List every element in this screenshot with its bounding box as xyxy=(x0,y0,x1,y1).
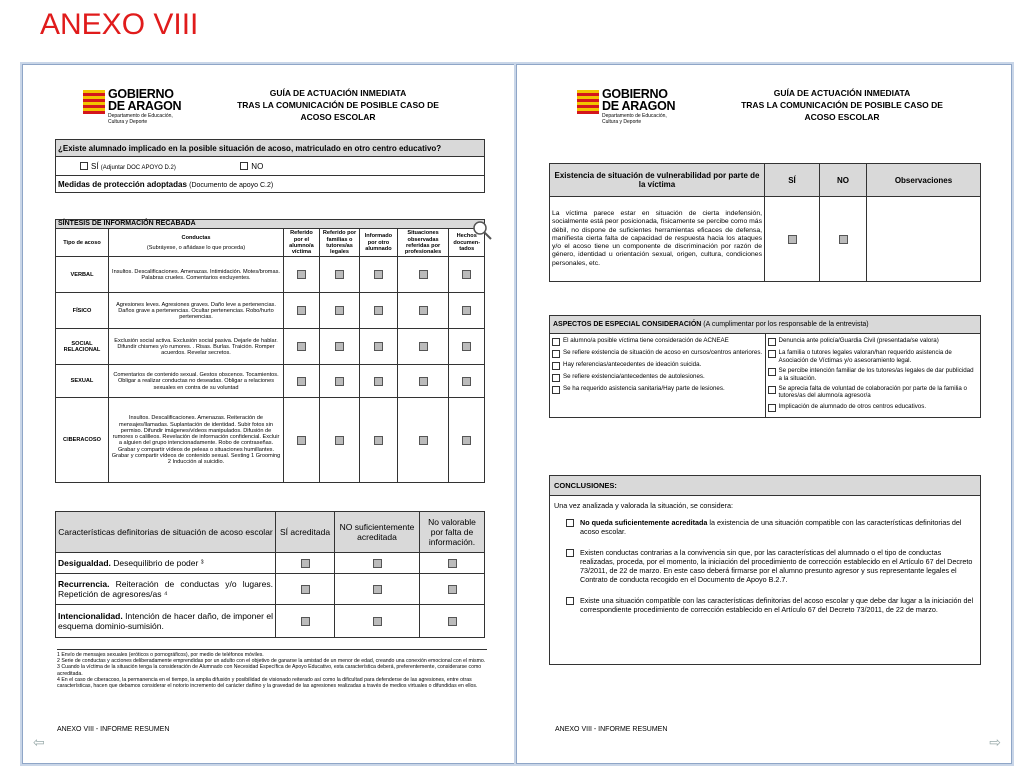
sintesis-checkbox[interactable] xyxy=(419,377,428,386)
concl-option-text: Existe una situación compatible con las características definitorias del acoso escolar y que debe dar lugar a la iniciación del correspondiente procedimiento de corrección establecido en el Artículo 67 del Decreto 73/2011, de 22 de marzo. xyxy=(580,596,974,614)
asp-note: (A cumplimentar por los responsable de la entrevista) xyxy=(703,321,869,328)
sintesis-body xyxy=(56,257,485,483)
sintesis-title: SÍNTESIS DE INFORMACIÓN RECABADA xyxy=(56,220,485,229)
aspectos-table xyxy=(549,315,981,418)
slide-title: ANEXO VIII xyxy=(40,8,199,41)
sintesis-check-cell xyxy=(319,293,359,329)
car-text-body: Reiteración de conductas y/o lugares. Repetición de agresores/as ⁴ xyxy=(58,579,273,599)
car-col-no: NO suficientemente acreditada xyxy=(335,512,420,553)
sintesis-checkbox[interactable] xyxy=(419,342,428,351)
car-checkbox[interactable] xyxy=(448,559,457,568)
sintesis-checkbox[interactable] xyxy=(297,377,306,386)
document-page-left xyxy=(22,64,515,764)
car-col-si: SÍ acreditada xyxy=(276,512,335,553)
car-checkbox[interactable] xyxy=(373,617,382,626)
vul-si-checkbox[interactable] xyxy=(788,235,797,244)
car-checkbox[interactable] xyxy=(373,585,382,594)
asp-item-text: Implicación de alumnado de otros centros educativos. xyxy=(778,402,927,410)
sintesis-checkbox[interactable] xyxy=(374,377,383,386)
sintesis-check-cell xyxy=(284,365,320,398)
aragon-flag-icon xyxy=(577,90,599,114)
sintesis-conductas: Comentarios de contenido sexual. Gestos obscenos. Tocamientos. Obligar a realizar conductas no deseadas. Obligar a relaciones sexuales en contra de su voluntad xyxy=(109,365,284,398)
car-check-cell xyxy=(335,574,420,605)
concl-option-bold: No queda suficientemente acreditada xyxy=(580,518,708,527)
car-checkbox[interactable] xyxy=(448,617,457,626)
sintesis-checkbox[interactable] xyxy=(297,270,306,279)
sintesis-check-cell xyxy=(397,293,449,329)
asp-item xyxy=(768,367,979,382)
sintesis-checkbox[interactable] xyxy=(335,306,344,315)
sintesis-row xyxy=(56,329,485,365)
car-body xyxy=(56,553,485,638)
sintesis-check-cell xyxy=(397,398,449,483)
sintesis-checkbox[interactable] xyxy=(462,342,471,351)
page-footer: ANEXO VIII - INFORME RESUMEN xyxy=(57,726,170,733)
sintesis-tipo: VERBAL xyxy=(56,257,109,293)
no-checkbox[interactable] xyxy=(240,162,248,170)
asp-item xyxy=(552,349,763,358)
asp-item xyxy=(768,349,979,364)
arrow-left-icon[interactable]: ⇦ xyxy=(33,734,45,750)
sintesis-check-cell xyxy=(319,329,359,365)
sintesis-row xyxy=(56,293,485,329)
col-conductas-sub: (Subráyese, o añádase lo que proceda) xyxy=(146,244,246,251)
page-footer: ANEXO VIII - INFORME RESUMEN xyxy=(555,726,668,733)
car-checkbox[interactable] xyxy=(373,559,382,568)
sintesis-check-cell xyxy=(319,257,359,293)
logo-line1: GOBIERNO xyxy=(602,87,668,101)
guia-title xyxy=(732,87,952,123)
vul-no-cell xyxy=(820,197,867,282)
sintesis-checkbox[interactable] xyxy=(374,342,383,351)
sintesis-row xyxy=(56,398,485,483)
col-profesionales: Situaciones observadas referidas por profesionales xyxy=(397,229,449,257)
medidas-label: Medidas de protección adoptadas xyxy=(58,179,187,189)
car-text xyxy=(56,605,276,638)
car-text-bold: Intencionalidad. xyxy=(58,611,123,621)
car-check-cell xyxy=(276,574,335,605)
asp-item xyxy=(552,385,763,394)
footnotes xyxy=(57,649,487,689)
sintesis-checkbox[interactable] xyxy=(374,270,383,279)
sintesis-checkbox[interactable] xyxy=(419,270,428,279)
document-page-right xyxy=(516,64,1012,764)
concl-checkbox[interactable] xyxy=(566,519,574,527)
sintesis-check-cell xyxy=(360,329,398,365)
asp-checkbox[interactable] xyxy=(768,338,776,346)
vulnerabilidad-table xyxy=(549,163,981,282)
footnote: 2 Serie de conductas y acciones deliberadamente emprendidas por un adulto con el objetivo de ganarse la amistad de un menor de edad, creando una conexión emocional con el mismo. xyxy=(57,658,486,665)
col-conductas-label: Conductas xyxy=(181,234,211,241)
col-tipo: Tipo de acoso xyxy=(56,229,109,257)
vul-col-no: NO xyxy=(820,164,867,197)
vul-obs-cell[interactable] xyxy=(867,197,981,282)
sintesis-check-cell xyxy=(449,329,485,365)
sintesis-check-cell xyxy=(284,293,320,329)
sintesis-checkbox[interactable] xyxy=(374,306,383,315)
asp-item-text: Se refiere existencia/antecedentes de autolesiones. xyxy=(563,373,705,381)
page-header xyxy=(517,83,1011,133)
sintesis-row xyxy=(56,365,485,398)
logo-line1: GOBIERNO xyxy=(108,87,174,101)
sintesis-conductas: Insultos. Descalificaciones. Amenazas. Intimidación. Motes/bromas. Palabras crueles. Comentarios excluyentes. xyxy=(109,257,284,293)
car-checkbox[interactable] xyxy=(301,585,310,594)
sintesis-checkbox[interactable] xyxy=(462,306,471,315)
car-text-bold: Recurrencia. xyxy=(58,579,110,589)
no-label: NO xyxy=(251,161,264,171)
car-check-cell xyxy=(276,553,335,574)
logo-subtitle: Departamento de Educación, Cultura y Deporte xyxy=(108,113,173,125)
asp-item-text: Denuncia ante policía/Guardia Civil (presentada/se valora) xyxy=(778,337,939,345)
sintesis-check-cell xyxy=(319,398,359,483)
car-checkbox[interactable] xyxy=(301,617,310,626)
car-text-bold: Desigualdad. xyxy=(58,558,111,568)
sintesis-check-cell xyxy=(284,257,320,293)
sintesis-check-cell xyxy=(449,398,485,483)
sintesis-check-cell xyxy=(449,293,485,329)
sintesis-conductas: Agresiones leves. Agresiones graves. Daño leve a pertenencias. Daños grave a pertenencias. Ocultar pertenencias. Robo/hurto pertenencias. xyxy=(109,293,284,329)
asp-checkbox[interactable] xyxy=(768,404,776,412)
asp-item-text: Se refiere existencia de situación de acoso en cursos/centros anteriores. xyxy=(563,349,763,357)
sintesis-tipo: FÍSICO xyxy=(56,293,109,329)
vul-col-si: SÍ xyxy=(765,164,820,197)
car-check-cell xyxy=(335,605,420,638)
sintesis-tipo: SEXUAL xyxy=(56,365,109,398)
sintesis-checkbox[interactable] xyxy=(462,436,471,445)
asp-header xyxy=(550,316,981,334)
logo-subtitle: Departamento de Educación, Cultura y Deporte xyxy=(602,113,667,125)
vul-title: Existencia de situación de vulnerabilidad por parte de la víctima xyxy=(550,164,765,197)
car-row xyxy=(56,553,485,574)
concl-checkbox[interactable] xyxy=(566,549,574,557)
sintesis-checkbox[interactable] xyxy=(297,306,306,315)
car-check-cell xyxy=(420,605,485,638)
concl-option xyxy=(550,515,980,539)
logo-line2: DE ARAGON xyxy=(602,99,676,113)
asp-checkbox[interactable] xyxy=(552,338,560,346)
concl-intro: Una vez analizada y valorada la situación, se considera: xyxy=(554,501,733,510)
asp-checkbox[interactable] xyxy=(768,368,776,376)
asp-item-text: Hay referencias/antecedentes de ideación suicida. xyxy=(563,361,702,369)
sintesis-checkbox[interactable] xyxy=(374,436,383,445)
sintesis-check-cell xyxy=(397,257,449,293)
car-title: Características definitorias de situación de acoso escolar xyxy=(56,512,276,553)
footnote: 1 Envío de mensajes sexuales (eróticos o pornográficos), por medio de teléfonos móviles. xyxy=(57,652,264,658)
sintesis-checkbox[interactable] xyxy=(419,306,428,315)
medidas-row xyxy=(56,176,485,193)
asp-checkbox[interactable] xyxy=(552,362,560,370)
guia-title xyxy=(228,87,448,123)
guia-title-line: ACOSO ESCOLAR xyxy=(804,112,880,122)
col-conductas xyxy=(109,229,284,257)
si-checkbox[interactable] xyxy=(80,162,88,170)
guia-title-line: GUÍA DE ACTUACIÓN INMEDIATA xyxy=(269,88,407,98)
car-row xyxy=(56,574,485,605)
car-check-cell xyxy=(420,574,485,605)
sintesis-check-cell xyxy=(284,329,320,365)
vul-text: La víctima parece estar en situación de cierta indefensión, socialmente está peor posicionada, físicamente se percibe como más débil, no dispone de suficientes herramientas eficaces de defensa, manifiesta cierta falta de capacidad de respuesta hacia los ataques y/o el acoso tiene un componente de discriminación por razón de género, identidad u orientación sexual, origen, cultura, condiciones personales, etc. xyxy=(550,197,765,282)
col-victima: Referido por el alumno/a víctima xyxy=(284,229,320,257)
car-text-body: Intención de hacer daño, de imponer el esquema dominio-sumisión. xyxy=(58,611,273,631)
sintesis-check-cell xyxy=(360,398,398,483)
magnifier-icon[interactable] xyxy=(472,220,492,240)
asp-item-text: Se ha requerido asistencia sanitaria/Hay parte de lesiones. xyxy=(563,385,725,393)
asp-item xyxy=(768,385,979,400)
sintesis-row xyxy=(56,257,485,293)
sintesis-checkbox[interactable] xyxy=(462,377,471,386)
car-text-body: Desequilibrio de poder ³ xyxy=(113,558,204,568)
sintesis-check-cell xyxy=(360,365,398,398)
guia-title-line: ACOSO ESCOLAR xyxy=(300,112,376,122)
asp-checkbox[interactable] xyxy=(552,386,560,394)
sintesis-check-cell xyxy=(449,365,485,398)
si-note: (Adjuntar DOC APOYO D.2) xyxy=(100,164,176,171)
concl-option xyxy=(550,545,980,587)
logo-line2: DE ARAGON xyxy=(108,99,182,113)
aragon-flag-icon xyxy=(83,90,105,114)
otro-centro-question: ¿Existe alumnado implicado en la posible situación de acoso, matriculado en otro centro educativo? xyxy=(56,140,485,157)
sintesis-checkbox[interactable] xyxy=(335,436,344,445)
si-label: SÍ xyxy=(91,161,99,171)
medidas-note: (Documento de apoyo C.2) xyxy=(189,181,274,189)
car-col-nv: No valorable por falta de información. xyxy=(420,512,485,553)
asp-item-text: El alumno/a posible víctima tiene consideración de ACNEAE xyxy=(563,337,729,345)
sintesis-checkbox[interactable] xyxy=(297,436,306,445)
col-alumnado: Informado por otro alumnado xyxy=(360,229,398,257)
sintesis-check-cell xyxy=(319,365,359,398)
col-familias: Referido por familias o tutores/as legales xyxy=(319,229,359,257)
asp-item xyxy=(552,361,763,370)
otro-centro-table xyxy=(55,139,485,193)
sintesis-check-cell xyxy=(360,293,398,329)
gobierno-aragon-logo xyxy=(577,86,687,126)
asp-right-col xyxy=(765,334,981,417)
sintesis-checkbox[interactable] xyxy=(419,436,428,445)
sintesis-check-cell xyxy=(360,257,398,293)
vul-no-checkbox[interactable] xyxy=(839,235,848,244)
car-checkbox[interactable] xyxy=(448,585,457,594)
sintesis-checkbox[interactable] xyxy=(335,342,344,351)
concl-options xyxy=(550,515,980,617)
asp-item xyxy=(552,373,763,382)
asp-item-text: Se percibe intención familiar de los tutores/as legales de dar publicidad a la situación. xyxy=(778,367,974,382)
car-checkbox[interactable] xyxy=(301,559,310,568)
col-documentados: Hechos documen-tados xyxy=(449,229,485,257)
asp-item-text: La familia o tutores legales valoran/han requerido asistencia de Asociación de Víctimas y/o asesoramiento legal. xyxy=(778,349,952,364)
sintesis-conductas: Exclusión social activa. Exclusión social pasiva. Dejarle de hablar. Difundir chismes y/o rumores. . Risas. Burlas. Traición. Romper acuerdos. Revelar secretos. xyxy=(109,329,284,365)
conclusiones-box xyxy=(549,475,981,665)
sintesis-checkbox[interactable] xyxy=(462,270,471,279)
asp-checkbox[interactable] xyxy=(552,374,560,382)
vul-col-obs: Observaciones xyxy=(867,164,981,197)
sintesis-tipo: CIBERACOSO xyxy=(56,398,109,483)
car-row xyxy=(56,605,485,638)
asp-left-col xyxy=(550,334,766,417)
sintesis-check-cell xyxy=(397,329,449,365)
sintesis-table xyxy=(55,219,485,483)
concl-title: CONCLUSIONES: xyxy=(550,476,980,496)
asp-checkbox[interactable] xyxy=(768,386,776,394)
guia-title-line: TRAS LA COMUNICACIÓN DE POSIBLE CASO DE xyxy=(741,100,943,110)
sintesis-checkbox[interactable] xyxy=(297,342,306,351)
footnote: 4 En el caso de ciberacoso, la permanencia en el tiempo, la amplia difusión y posibilidad de visionado reiterado así como la dificultad para defenderse de las agresiones, entre otras características, hacen que debamos considerar el notorio incremento del carácter dañino y la gravedad de las agresiones realizadas a través de medios virtuales o difundidas en ellos. xyxy=(57,676,478,690)
vul-si-cell xyxy=(765,197,820,282)
asp-checkbox[interactable] xyxy=(552,350,560,358)
car-text xyxy=(56,574,276,605)
sintesis-checkbox[interactable] xyxy=(335,270,344,279)
guia-title-line: GUÍA DE ACTUACIÓN INMEDIATA xyxy=(773,88,911,98)
footnote: 3 Cuando la víctima de la situación tenga la consideración de Alumnado con Necesidad Específica de Apoyo Educativo, esta característica deberá, preferentemente, considerarse como acreditada. xyxy=(57,664,482,677)
asp-item xyxy=(552,337,763,346)
sintesis-check-cell xyxy=(397,365,449,398)
guia-title-line: TRAS LA COMUNICACIÓN DE POSIBLE CASO DE xyxy=(237,100,439,110)
car-check-cell xyxy=(276,605,335,638)
caracteristicas-table xyxy=(55,511,485,638)
sintesis-tipo: SOCIAL RELACIONAL xyxy=(56,329,109,365)
concl-option xyxy=(550,593,980,617)
arrow-right-icon[interactable]: ⇨ xyxy=(989,734,1001,750)
concl-checkbox[interactable] xyxy=(566,597,574,605)
car-text xyxy=(56,553,276,574)
car-check-cell xyxy=(335,553,420,574)
sintesis-conductas: Insultos. Descalificaciones. Amenazas. Reiteración de mensajes/llamadas. Suplantación de identidad. Subir fotos sin permiso. Difundir imágenes/vídeos manipulados. Difusión de rumores o calilleos. Revelación de información confidencial. Excluir a alguien del grupo intencionadamente. Robo de contraseñas. Grabar y compartir vídeos de peleas o situaciones humillantes. Grabar y compartir vídeos de contenido sexual. Sexting 1 Grooming 2 Inducción al suicidio. xyxy=(109,398,284,483)
sintesis-checkbox[interactable] xyxy=(335,377,344,386)
asp-item-text: Se aprecia falta de voluntad de colaboración por parte de la familia o tutores/as del alumno/a agresor/a xyxy=(778,385,967,400)
gobierno-aragon-logo xyxy=(83,86,193,126)
asp-item xyxy=(768,337,979,346)
page-header xyxy=(23,83,514,133)
sintesis-check-cell xyxy=(284,398,320,483)
car-check-cell xyxy=(420,553,485,574)
concl-option-text: Existen conductas contrarias a la convivencia sin que, por las características del alumnado o el tipo de conductas realizadas, proceda, por el momento, la iniciación del procedimiento de corrección establecido en el Artículo 67 del Decreto 73/2011, de 22 de marzo. En este caso deberá firmarse por el alumno presunto agresor y sus representante legales el Contrato de conducta recogido en el Documento de Apoyo B.2.7. xyxy=(580,548,973,584)
sintesis-check-cell xyxy=(449,257,485,293)
concl-option-text: la existencia de una situación compatible con las características definitorias del acoso escolar. xyxy=(580,518,962,536)
asp-item xyxy=(768,403,979,412)
si-no-row xyxy=(56,157,485,176)
asp-title: ASPECTOS DE ESPECIAL CONSIDERACIÓN xyxy=(553,321,702,328)
asp-checkbox[interactable] xyxy=(768,350,776,358)
